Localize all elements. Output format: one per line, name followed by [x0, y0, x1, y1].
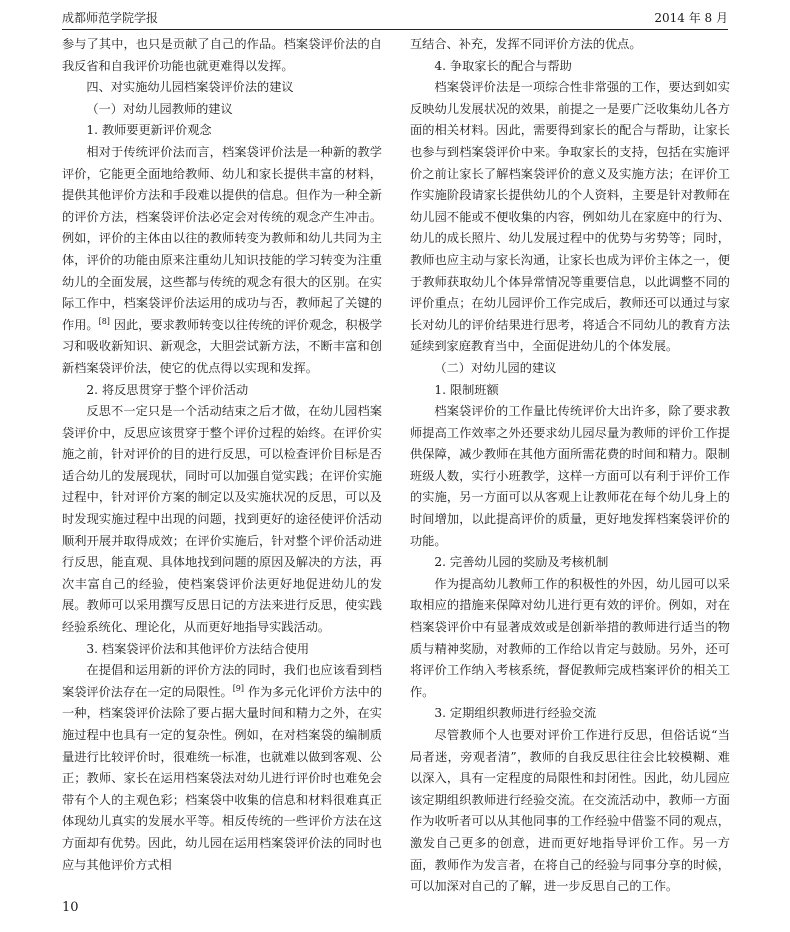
paragraph-text: 档案袋评价法是一项综合性非常强的工作，要达到如实反映幼儿发展状况的效果，前提之一是要广泛收集幼儿各方面的相关材料。因此，需要得到家长的配合与帮助，让家长也参与到档案袋评价中来。争取家长的支持，包括在实施评价之前让家长了解档案袋评价的意义及实施方法；在评价工作实施阶段请家长提供幼儿的个人资料，主要是针对教师在幼儿园不能或不便收集的内容，例如幼儿在家庭中的行为、幼儿的成长照片、幼儿发展过程中的优势与劣势等；同时，教师也应主动与家长沟通，让家长也成为评价主体之一，便于教师获取幼儿个体异常情况等重要信息，以此调整不同的评价重点；在幼儿园评价工作完成后，教师还可以通过与家长对幼儿的评价结果进行思考，将适合不同幼儿的教育方法延续到家庭教育当中，全面促进幼儿的个体发展。 — [410, 80, 730, 354]
paragraph-text: 2. 完善幼儿园的奖励及考核机制 — [434, 555, 609, 570]
paragraph-text: 3. 档案袋评价法和其他评价方法结合使用 — [86, 641, 310, 656]
body-paragraph — [62, 142, 382, 380]
body-paragraph — [410, 401, 730, 552]
section-heading — [62, 120, 382, 142]
body-paragraph — [410, 574, 730, 704]
paragraph-text: 互结合、补充，发挥不同评价方法的优点。 — [410, 37, 642, 51]
paragraph-text: 在提倡和运用新的评价方法的同时，我们也应该看到档案袋评价法存在一定的局限性。 — [62, 663, 382, 699]
paragraph-text: 作为提高幼儿教师工作的积极性的外因，幼儿园可以采取相应的措施来保障对幼儿进行更有效的评价。例如，对在档案袋评价中有显著成效或是创新举措的教师进行适当的物质与精神奖励，对教师的工作给以肯定与鼓励。另外，还可将评价工作纳入考核系统，督促教师完成档案评价的相关工作。 — [410, 576, 730, 699]
paragraph-text: 反思不一定只是一个活动结束之后才做，在幼儿园档案袋评价中，反思应该贯穿于整个评价过程的始终。在评价实施之前，针对评价的目的进行反思，可以检查评价目标是否适合幼儿的发展现状，同时可以加强自觉实践；在评价实施过程中，针对评价方案的制定以及实施状况的反思，可以及时发现实施过程中出现的问题，找到更好的途径使评价活动顺利开展并取得成效；在评价实施后，针对整个评价活动进行反思，能直观、具体地找到问题的原因及解决的方法，再次丰富自己的经验，使档案袋评价法更好地促进幼儿的发展。教师可以采用撰写反思日记的方法来进行反思，使实践经验系统化、理论化，从而更好地指导实践活动。 — [62, 404, 382, 635]
body-paragraph — [410, 34, 730, 56]
paragraph-text: 尽管教师个人也要对评价工作进行反思，但俗话说“当局者迷，旁观者清”，教师的自我反思往往会比较模糊、难以深入，具有一定程度的局限性和封闭性。因此，幼儿园应该定期组织教师进行经验交流。在交流活动中，教师一方面作为收听者可以从其他同事的工作经验中借鉴不同的观点，激发自己更多的创意，进而更好地指导评价工作。另一方面，教师作为发言者，在将自己的经验与同事分享的时候，可以加深对自己的了解，进一步反思自己的工作。 — [410, 728, 730, 894]
paragraph-text: 参与了其中，也只是贡献了自己的作品。档案袋评价法的自我反省和自我评价功能也就更难得以发挥。 — [62, 37, 382, 73]
issue-date: 2014 年 8 月 — [654, 11, 728, 25]
body-paragraph — [62, 34, 382, 77]
section-heading — [410, 703, 730, 725]
section-heading — [410, 56, 730, 78]
paragraph-text: 3. 定期组织教师进行经验交流 — [434, 706, 597, 721]
right-column — [410, 34, 730, 898]
running-header — [62, 6, 728, 30]
body-paragraph — [410, 77, 730, 358]
section-heading — [62, 99, 382, 121]
paragraph-text: 1. 教师要更新评价观念 — [86, 123, 212, 138]
paragraph-text: 相对于传统评价法而言，档案袋评价法是一种新的教学评价，它能更全面地给教师、幼儿和家长提供丰富的材料，提供其他评价方法和手段难以提供的信息。但作为一种全新的评价方法，档案袋评价法必定会对传统的观念产生冲击。例如，评价的主体由以往的教师转变为教师和幼儿共同为主体，评价的功能由原来注重幼儿知识技能的学习转变为注重幼儿的全面发展，这些都与传统的观念有很大的区别。在实际工作中，档案袋评价法运用的成功与否，教师起了关键的作用。 — [62, 144, 382, 332]
page-number: 10 — [62, 900, 79, 915]
body-paragraph — [62, 401, 382, 639]
paragraph-text: 2. 将反思贯穿于整个评价活动 — [86, 382, 249, 397]
body-paragraph — [62, 660, 382, 876]
paragraph-text-continued: 作为多元化评价方法中的一种，档案袋评价法除了要占据大量时间和精力之外，在实施过程中也具有一定的复杂性。例如，在对档案袋的编制质量进行比较评价时，很难统一标准，也就难以做到客观、公正；教师、家长在运用档案袋法对幼儿进行评价时也难免会带有个人的主观色彩；档案袋中收集的信息和材料很难真正体现幼儿真实的发展水平等。相反传统的一些评价方法在这方面却有优势。因此，幼儿园在运用档案袋评价法的同时也应与其他评价方式相 — [62, 684, 383, 872]
paragraph-text: （二）对幼儿园的建议 — [434, 360, 557, 375]
section-heading — [62, 77, 382, 99]
paragraph-text: （一）对幼儿园教师的建议 — [86, 101, 233, 116]
section-heading — [62, 380, 382, 402]
section-heading — [410, 380, 730, 402]
citation-ref: [9] — [232, 683, 245, 693]
section-heading — [410, 552, 730, 574]
section-heading — [410, 358, 730, 380]
paragraph-text: 四、对实施幼儿园档案袋评价法的建议 — [86, 80, 294, 95]
journal-name: 成都师范学院学报 — [62, 11, 159, 25]
left-column — [62, 34, 382, 876]
section-heading — [62, 639, 382, 661]
body-paragraph — [410, 725, 730, 898]
paragraph-text: 1. 限制班额 — [434, 382, 499, 397]
paragraph-text-continued: 因此，要求教师转变以往传统的评价观念，积极学习和吸收新知识、新观念，大胆尝试新方法，不断丰富和创新档案袋评价法，使它的优点得以实现和发挥。 — [62, 317, 383, 375]
paragraph-text: 档案袋评价的工作量比传统评价大出许多，除了要求教师提高工作效率之外还要求幼儿园尽量为教师的评价工作提供保障，减少教师在其他方面所需花费的时间和精力。限制班级人数，实行小班教学，这样一方面可以有利于评价工作的实施，另一方面可以从客观上让教师花在每个幼儿身上的时间增加，以此提高评价的质量，更好地发挥档案袋评价的功能。 — [410, 404, 730, 548]
citation-ref: [8] — [98, 316, 110, 326]
paragraph-text: 4. 争取家长的配合与帮助 — [434, 58, 572, 73]
